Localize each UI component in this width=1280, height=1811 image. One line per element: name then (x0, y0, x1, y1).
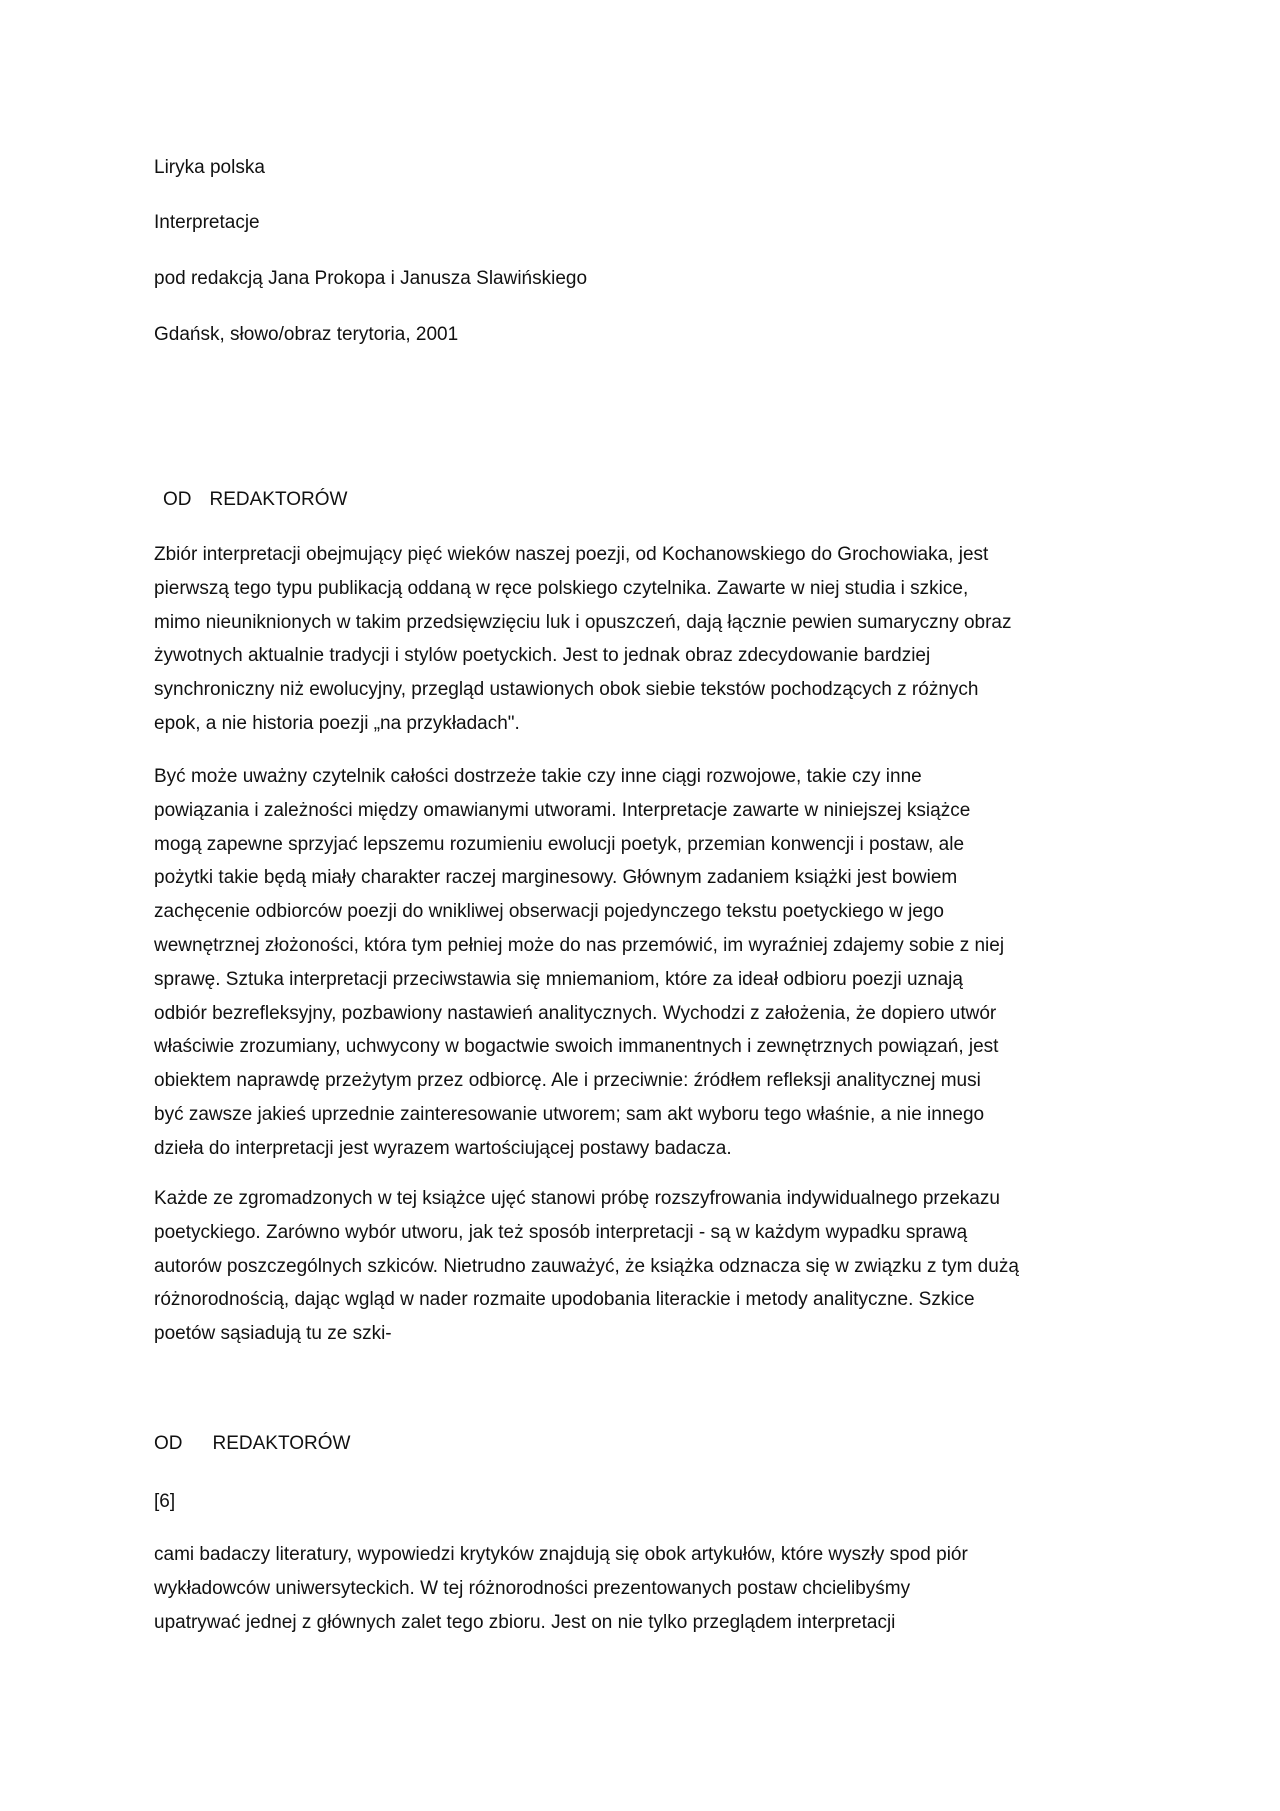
text-line: pożytki takie będą miały charakter raczej marginesowy. Głównym zadaniem książki jest bowiem (154, 867, 958, 889)
paragraph-3 (154, 1182, 1019, 1351)
book-title: Liryka polska (154, 157, 265, 178)
paragraph-1 (154, 538, 1012, 741)
text-line: zachęcenie odbiorców poezji do wnikliwej obserwacji pojedynczego tekstu poetyckiego w jego (154, 901, 945, 923)
text-line: Zbiór interpretacji obejmujący pięć wieków naszej poezji, od Kochanowskiego do Grochowiaka, jest (154, 544, 989, 565)
text-line: być zawsze jakieś uprzednie zainteresowanie utworem; sam akt wyboru tego właśnie, a nie innego (154, 1103, 985, 1125)
text-line: żywotnych aktualnie tradycji i stylów poetyckich. Jest to jednak obraz zdecydowanie bardziej (154, 645, 931, 667)
text-line: obiektem naprawdę przeżytym przez odbiorcę. Ale i przeciwnie: źródłem refleksji analitycznej musi (154, 1070, 981, 1092)
text-line: Być może uważny czytelnik całości dostrzeże takie czy inne ciągi rozwojowe, takie czy inne (154, 766, 922, 787)
paragraph-2 (154, 760, 1004, 1166)
running-head-part2: REDAKTORÓW (212, 1433, 351, 1454)
text-line: pierwszą tego typu publikacją oddaną w ręce polskiego czytelnika. Zawarte w niej studia i szkice, (154, 577, 969, 599)
text-line: wewnętrznej złożoności, która tym pełniej może do nas przemówić, im wyraźniej zdajemy sobie z niej (154, 934, 1005, 956)
section-heading-part2: REDAKTORÓW (209, 489, 348, 510)
text-line: dzieła do interpretacji jest wyrazem wartościującej postawy badacza. (154, 1137, 732, 1159)
text-line: różnorodnością, dając wgląd w nader rozmaite upodobania literackie i metody analityczne. Szkice (154, 1289, 975, 1311)
text-line: upatrywać jednej z głównych zalet tego zbioru. Jest on nie tylko przeglądem interpretacji (154, 1611, 896, 1633)
book-subtitle: Interpretacje (154, 212, 260, 233)
text-line: Każde ze zgromadzonych w tej książce ujęć stanowi próbę rozszyfrowania indywidualnego przekazu (154, 1188, 1000, 1209)
text-line: wykładowców uniwersyteckich. W tej różnorodności prezentowanych postaw chcielibyśmy (154, 1577, 911, 1599)
text-line: poetyckiego. Zarówno wybór utworu, jak też sposób interpretacji - są w każdym wypadku sprawą (154, 1221, 968, 1243)
text-line: sprawę. Sztuka interpretacji przeciwstawia się mniemaniom, które za ideał odbioru poezji uznają (154, 968, 963, 990)
text-line: epok, a nie historia poezji „na przykładach". (154, 712, 520, 734)
text-line: mimo nieuniknionych w takim przedsięwzięciu luk i opuszczeń, dają łącznie pewien sumaryczny obraz (154, 611, 1012, 633)
imprint-line: Gdańsk, słowo/obraz terytoria, 2001 (154, 324, 459, 345)
text-line: powiązania i zależności między omawianymi utworami. Interpretacje zawarte w niniejszej książce (154, 799, 971, 821)
text-line: poetów sąsiadują tu ze szki- (154, 1323, 392, 1345)
continuation-paragraph (154, 1538, 968, 1639)
running-head-part1: OD (154, 1433, 183, 1454)
text-line: odbiór bezrefleksyjny, pozbawiony nastawień analitycznych. Wychodzi z założenia, że dopiero utwór (154, 1002, 997, 1024)
text-line: autorów poszczególnych szkiców. Nietrudno zauważyć, że książka odznacza się w związku z tym dużą (154, 1255, 1019, 1277)
text-line: cami badaczy literatury, wypowiedzi krytyków znajdują się obok artykułów, które wyszły spod piór (154, 1544, 968, 1565)
section-heading (163, 483, 347, 517)
text-line: synchroniczny niż ewolucyjny, przegląd ustawionych obok siebie tekstów pochodzących z różnych (154, 679, 979, 701)
section-heading-part1: OD (163, 489, 192, 510)
running-head (154, 1427, 350, 1461)
text-line: właściwie zrozumiany, uchwycony w bogactwie swoich immanentnych i zewnętrznych powiązań, jest (154, 1036, 999, 1058)
page-number: [6] (154, 1491, 176, 1512)
text-line: mogą zapewne sprzyjać lepszemu rozumieniu ewolucji poetyk, przemian konwencji i postaw, ale (154, 833, 965, 855)
editors-line: pod redakcją Jana Prokopa i Janusza Slawińskiego (154, 268, 588, 289)
